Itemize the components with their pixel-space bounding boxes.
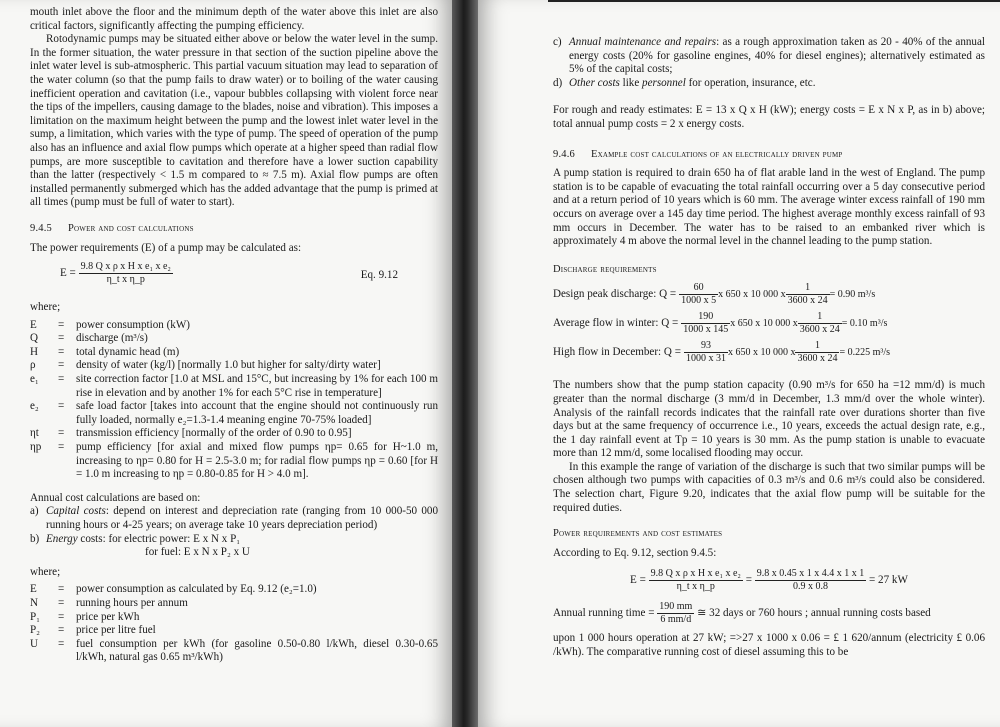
discharge-result: = 0.10 m³/s [841, 318, 888, 330]
paragraph-numbers: The numbers show that the pump station capacity (0.90 m³/s for 650 ha =12 mm/d) is much greater than the normal discharge (3 mm/d in December, 1.3 mm/d over the whole winter). Analysis of the rainfall records indicates that the rainfall rate over durations shorter than five days but at the same frequency of occurrence i.e., 10 years, exceeds the actual design rate, e.g., the 1 day rainfall event at Tp = 10 years is 30 mm. As the pump station is unable to evacuate more than 12 mm/d, some localised flooding may occur. [553, 379, 985, 460]
power-eq-equals: = [745, 574, 752, 587]
variable-definition: power consumption as calculated by Eq. 9.12 (e₂=1.0) [76, 583, 317, 596]
other-costs-title: Other costs [569, 76, 620, 89]
discharge-label: High flow in December: Q = [553, 346, 681, 359]
variable-symbol: e₁ [30, 373, 39, 386]
power-eq-fraction-2 [755, 568, 867, 593]
discharge-label: Average flow in winter: Q = [553, 317, 679, 330]
variable-symbol: e₂ [30, 400, 39, 413]
variable-row [30, 441, 438, 482]
discharge-row [553, 282, 985, 307]
discharge-denominator-2: 3600 x 24 [787, 295, 828, 307]
variable-definition: price per kWh [76, 610, 140, 623]
discharge-fraction-1 [681, 311, 730, 336]
variable-symbol: ηp [30, 441, 42, 454]
other-costs-text: for operation, insurance, etc. [685, 76, 816, 89]
power-heading: Power requirements and cost estimates [553, 528, 723, 540]
power-eq-result: = 27 kW [869, 574, 908, 587]
list-item-other-costs [553, 77, 985, 91]
variable-equals: = [58, 610, 65, 623]
list-item-energy-costs [30, 533, 438, 547]
discharge-numerator-1: 93 [684, 340, 728, 353]
variable-row [30, 611, 438, 625]
variable-row [30, 597, 438, 611]
discharge-heading: Discharge requirements [553, 263, 657, 275]
variable-symbol: H [30, 345, 39, 358]
variable-row [30, 332, 438, 346]
variable-definition: density of water (kg/l) [normally 1.0 but higher for salty/dirty water] [76, 359, 381, 372]
paragraph-upon: upon 1 000 hours operation at 27 kW; =>27 x 1000 x 0.06 = £ 1 620/annum (electricity £ 0.06 /kWh). The comparative running cost of diesel assuming this to be [553, 632, 985, 659]
running-time-row [553, 601, 985, 626]
paragraph-rough-estimates: For rough and ready estimates: E = 13 x Q x H (kW); energy costs = E x N x P, as in b) above; total annual pump costs = 2 x energy costs. [553, 104, 985, 130]
discharge-multiplier: x 650 x 10 000 x [727, 347, 796, 359]
variable-definition: site correction factor [1.0 at MSL and 15°C, but increasing by 1% for each 100 m rise in elevation and by another 1% for each 5°C rise in temperature] [76, 373, 438, 399]
variable-row [30, 373, 438, 400]
variable-row [30, 400, 438, 427]
variable-definition: fuel consumption per kWh (for gasoline 0.50-0.80 l/kWh, diesel 0.30-0.65 l/kWh, natural gas 0.65 m³/kWh) [76, 637, 438, 664]
equation-denominator: η_t x η_p [106, 274, 145, 286]
maintenance-text: : as a rough approximation taken as 20 - 40% of the annual energy costs (20% for gasoline engines, 40% for diesel engines); alternatively estimated as 5% of the capital costs; [569, 36, 985, 76]
equation-label: Eq. 9.12 [360, 269, 398, 282]
variable-definition: safe load factor [takes into account that the engine should not continuously run fully loaded, normally e₂=1.3-1.4 meaning engine 70-75% loaded] [76, 400, 438, 426]
discharge-numerator-2: 1 [798, 311, 842, 324]
running-time-text: ≅ 32 days or 760 hours ; annual running costs based [697, 607, 931, 620]
variable-definition: pump efficiency [for axial and mixed flow pumps ηp= 0.65 for H~1.0 m, increasing to ηp= 0.80 for H = 2.5-3.0 m; for radial flow pumps ηp = 0.60 [for H = 1.0 m increasing to ηp = 0.80-0.85 for H > 4.0 m]. [76, 441, 438, 481]
discharge-numerator-2: 1 [786, 282, 830, 295]
variable-row [30, 359, 438, 373]
section-title: Example cost calculations of an electrically driven pump [591, 148, 843, 160]
variable-symbol: U [30, 637, 39, 650]
list-label: a) [30, 505, 39, 518]
paragraph-annual-costs: Annual cost calculations are based on: [30, 491, 201, 504]
discharge-calculations [553, 282, 985, 365]
discharge-denominator-2: 3600 x 24 [797, 353, 838, 365]
variable-equals: = [58, 373, 65, 386]
equation-9-12 [30, 261, 438, 291]
variable-definition: power consumption (kW) [76, 318, 190, 331]
variable-equals: = [58, 637, 65, 650]
discharge-numerator-1: 60 [679, 282, 718, 295]
capital-costs-title: Capital costs [46, 505, 106, 518]
discharge-row [553, 311, 985, 336]
variable-symbol: E [30, 318, 37, 331]
variable-equals: = [58, 624, 65, 637]
variable-row [30, 583, 438, 597]
variable-equals: = [58, 427, 65, 440]
discharge-row [553, 340, 985, 365]
section-number: 9.4.5 [30, 222, 52, 234]
list-item-maintenance [553, 36, 985, 77]
discharge-multiplier: x 650 x 10 000 x [718, 289, 786, 301]
discharge-fraction-2 [798, 311, 842, 336]
variable-definition: total dynamic head (m) [76, 345, 180, 358]
other-costs-mid: like [619, 76, 643, 89]
variable-symbol: P₁ [30, 610, 41, 623]
list-label: d) [553, 76, 563, 89]
variable-row [30, 624, 438, 638]
paragraph-inlet: mouth inlet above the floor and the minimum depth of the water above this inlet are also critical factors, significantly affecting the pumping efficiency. [30, 6, 438, 32]
discharge-numerator-2: 1 [795, 340, 839, 353]
discharge-numerator-1: 190 [681, 311, 730, 324]
variable-equals: = [58, 596, 65, 609]
energy-text: costs: for electric power: E x N x P₁ [77, 532, 241, 545]
paragraph-pump-station: A pump station is required to drain 650 ha of flat arable land in the west of England. The pump station is to be capable of evacuating the total rainfall occurring over a 5 day consecutive period and at a return period of 10 years which is 60 mm. The average winter excess rainfall of 190 mm occurs on average over a 145 day time period. The highest average monthly excess rainfall of 93 mm occurs in December. The water has to be raised to an embanked river which is approximately 4 m above the normal level in the channel leading to the pump station. [553, 167, 985, 248]
left-page [0, 0, 452, 727]
variable-symbol: ηt [30, 427, 39, 440]
variable-symbol: ρ [30, 359, 36, 372]
paragraph-example: In this example the range of variation of the discharge is such that two similar pumps will be chosen although two pumps with capacities of 0.3 m³/s and 0.6 m³/s could also be considered. The selection chart, Figure 9.20, indicates that the axial flow pump will be suitable for the required duties. [553, 460, 985, 514]
variable-list [30, 319, 438, 482]
section-number: 9.4.6 [553, 148, 575, 160]
power-eq-numerator-1: 9.8 Q x ρ x H x e₁ x e₂ [650, 568, 741, 580]
variable-definition: transmission efficiency [normally of the order of 0.90 to 0.95] [76, 427, 352, 440]
variable-equals: = [58, 318, 65, 331]
discharge-denominator-1: 1000 x 5 [681, 295, 717, 307]
energy-fuel-line: for fuel: E x N x P₂ x U [145, 546, 250, 559]
discharge-denominator-1: 1000 x 31 [685, 353, 726, 365]
where-label-2: where; [30, 565, 61, 578]
power-eq-lhs: E = [630, 574, 646, 587]
variable-equals: = [58, 583, 65, 596]
variable-equals: = [58, 332, 65, 345]
running-time-fraction [657, 601, 694, 626]
variable-symbol: N [30, 596, 39, 609]
discharge-denominator-2: 3600 x 24 [799, 324, 840, 336]
where-label: where; [30, 301, 61, 314]
paragraph-power-requirements: The power requirements (E) of a pump may be calculated as: [30, 241, 302, 254]
equation-lhs: E = [60, 267, 76, 280]
section-title: Power and cost calculations [68, 222, 194, 234]
equation-fraction [79, 261, 173, 286]
discharge-multiplier: x 650 x 10 000 x [730, 318, 798, 330]
discharge-result: = 0.225 m³/s [839, 347, 891, 359]
variable-list-2 [30, 583, 438, 665]
left-page-content [30, 6, 438, 665]
list-label: b) [30, 532, 40, 545]
section-heading-9-4-5 [30, 222, 438, 236]
list-item-capital-costs [30, 505, 438, 532]
paragraph-according: According to Eq. 9.12, section 9.4.5: [553, 546, 717, 559]
power-eq-fraction-1 [649, 568, 743, 593]
variable-definition: discharge (m³/s) [76, 332, 148, 345]
running-time-denominator: 6 mm/d [660, 614, 692, 626]
variable-symbol: Q [30, 332, 39, 345]
running-time-label: Annual running time = [553, 607, 655, 620]
personnel-title: personnel [642, 76, 686, 89]
energy-title: Energy [46, 532, 78, 545]
discharge-denominator-1: 1000 x 145 [683, 324, 729, 336]
running-time-numerator: 190 mm [659, 601, 693, 613]
paragraph-rotodynamic: Rotodynamic pumps may be situated either above or below the water level in the sump. In the former situation, the water pressure in that section of the suction pipeline above the inlet water level is sub-atmospheric. This partial vacuum situation may lead to separation of the water column (so that the pump fails to draw water) or to boiling of the water causing inefficient operation and cavitation (i.e., vapour bubbles collapsing with violent force near the tips of the impellers, causing damage to the blades, noise and vibration). This imposes a limitation on the maximum height between the pump and the lowest inlet water level in the sump, a limitation, which varies with the type of pump. The speed of operation of the pump also has an influence and axial flow pumps which operate at a higher speed than radial flow pumps, are more susceptible to cavitation and therefore have a lower suction capability than the latter (respectively < 1.5 m compared to ≈ 7.5 m). Axial flow pumps are often installed permanently submerged which has the added advantage that the pump is primed at all times (pump must be full of water to start). [30, 33, 438, 209]
discharge-fraction-2 [786, 282, 830, 307]
power-eq-denominator-1: η_t x η_p [676, 581, 715, 593]
list-label: c) [553, 36, 562, 48]
right-page-content [553, 36, 985, 660]
variable-row [30, 427, 438, 441]
variable-definition: price per litre fuel [76, 624, 156, 637]
equation-numerator: 9.8 Q x ρ x H x e₁ x e₂ [80, 261, 171, 273]
capital-costs-text: : depend on interest and depreciation rate (ranging from 10 000-50 000 running hours or 4-25 years; on average take 10 years depreciation period) [46, 505, 439, 531]
power-eq-numerator-2: 9.8 x 0.45 x 1 x 4.4 x 1 x 1 [756, 568, 865, 580]
variable-definition: running hours per annum [76, 596, 188, 609]
discharge-label: Design peak discharge: Q = [553, 288, 677, 301]
variable-row [30, 638, 438, 665]
maintenance-title: Annual maintenance and repairs [569, 36, 717, 48]
variable-equals: = [58, 345, 65, 358]
variable-row [30, 346, 438, 360]
header-rule [548, 0, 1000, 2]
discharge-result: = 0.90 m³/s [829, 289, 876, 301]
discharge-fraction-2 [795, 340, 839, 365]
variable-equals: = [58, 400, 65, 413]
book-gutter [452, 0, 478, 727]
variable-equals: = [58, 359, 65, 372]
variable-row [30, 319, 438, 333]
power-eq-denominator-2: 0.9 x 0.8 [793, 581, 828, 593]
variable-symbol: E [30, 583, 37, 596]
power-equation [553, 568, 985, 593]
discharge-fraction-1 [684, 340, 728, 365]
variable-equals: = [58, 441, 65, 454]
discharge-fraction-1 [679, 282, 718, 307]
right-page [478, 0, 1000, 727]
section-heading-9-4-6 [553, 148, 985, 162]
variable-symbol: P₂ [30, 624, 41, 637]
